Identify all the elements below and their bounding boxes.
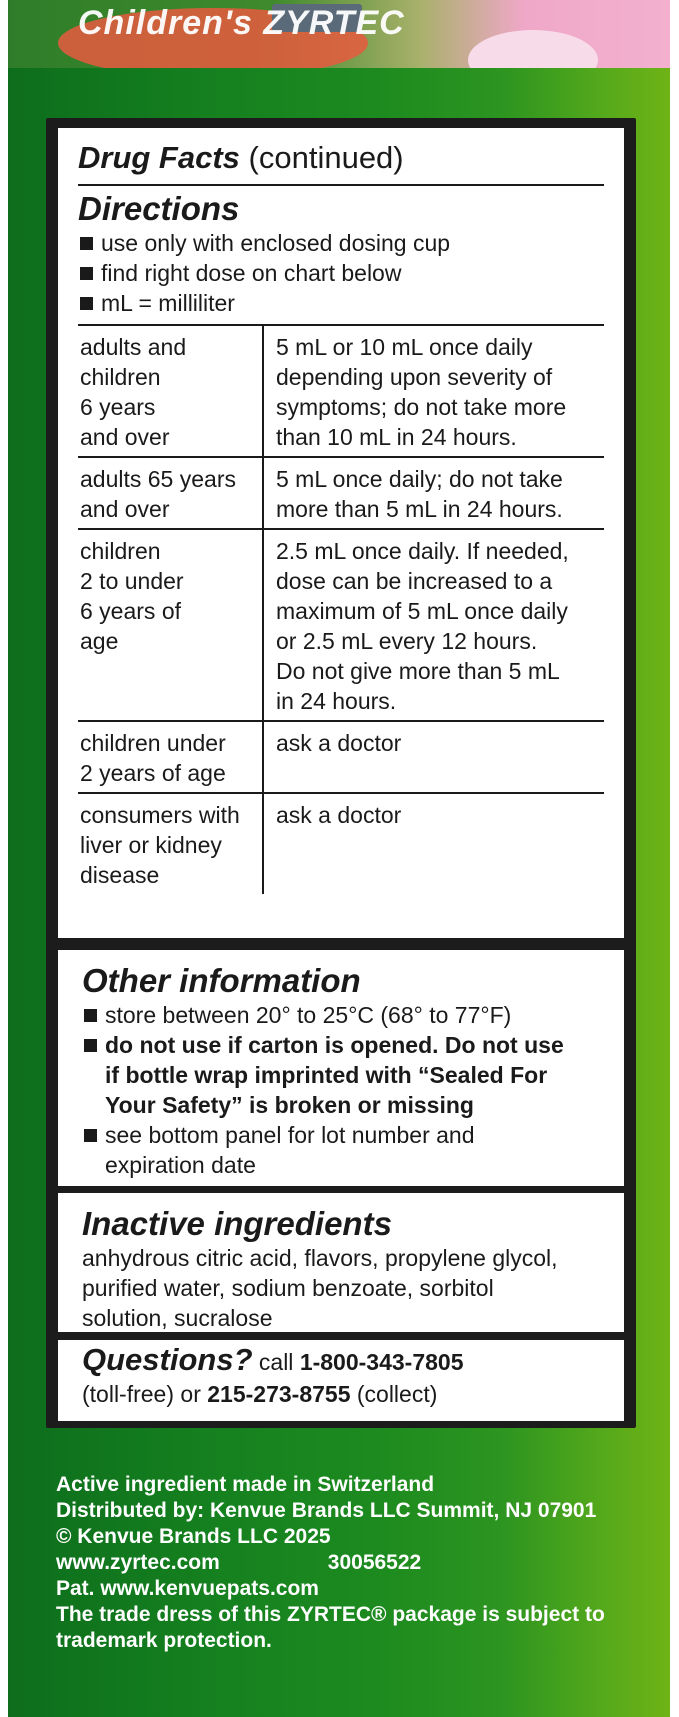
copyright-line: © Kenvue Brands LLC 2025 (56, 1525, 331, 1548)
table-row (78, 793, 604, 894)
trade-dress-line: The trade dress of this ZYRTEC® package is subject to (56, 1603, 605, 1626)
directions-heading: Directions (78, 190, 240, 227)
age-group-cell: consumers with liver or kidney disease (78, 793, 263, 894)
age-group-cell: adults 65 years and over (78, 457, 263, 529)
dose-cell: 5 mL or 10 mL once daily depending upon severity of symptoms; do not take more than 10 mL in 24 hours. (276, 334, 567, 450)
top-white-graphic (468, 30, 598, 72)
product-code: 30056522 (327, 1551, 422, 1574)
dose-cell: ask a doctor (276, 730, 402, 756)
inactive-ingredients-box (58, 1193, 624, 1332)
top-brand-strip (8, 0, 670, 72)
other-information-box (58, 950, 624, 1186)
questions-text: Questions? call 1-800-343-7805 (toll-free) or 215-273-8755 (collect) (82, 1342, 464, 1407)
dosing-table (78, 324, 604, 894)
questions-box (58, 1340, 624, 1421)
collect-phone: 215-273-8755 (207, 1381, 351, 1407)
square-bullet-icon (84, 1039, 97, 1052)
questions-label: Questions? (82, 1342, 253, 1377)
directions-box (58, 128, 624, 938)
info-bullet-warning: do not use if carton is opened. Do not use if bottle wrap imprinted with “Sealed For Your Safety” is broken or missing (82, 1030, 600, 1120)
inactive-ingredients-heading: Inactive ingredients (82, 1205, 392, 1242)
table-row (78, 325, 604, 457)
brand-logo: Children's ZYRTEC (78, 4, 405, 42)
dose-cell: ask a doctor (276, 802, 402, 828)
age-group-cell: children under 2 years of age (78, 721, 263, 793)
drug-facts-title: Drug Facts (continued) (78, 138, 604, 186)
dose-cell: 5 mL once daily; do not take more than 5 mL in 24 hours. (276, 466, 563, 522)
table-row (78, 721, 604, 793)
directions-bullet: mL = milliliter (78, 288, 604, 318)
age-group-cell: adults and children 6 years and over (78, 325, 263, 457)
manufacturer-footer (56, 1472, 656, 1654)
inactive-ingredients-list: anhydrous citric acid, flavors, propylene glycol, purified water, sodium benzoate, sorbitol solution, sucralose (82, 1245, 558, 1331)
dose-cell: 2.5 mL once daily. If needed, dose can be increased to a maximum of 5 mL once daily or 2.5 mL every 12 hours. Do not give more than 5 mL in 24 hours. (276, 538, 569, 714)
info-bullet: store between 20° to 25°C (68° to 77°F) (82, 1000, 600, 1030)
info-bullet: see bottom panel for lot number and expiration date (82, 1120, 600, 1180)
tollfree-phone: 1-800-343-7805 (299, 1349, 464, 1375)
website-row (56, 1550, 656, 1576)
website-text: www.zyrtec.com (56, 1551, 220, 1574)
distributor-line: Distributed by: Kenvue Brands LLC Summit, NJ 07901 (56, 1499, 597, 1522)
directions-bullet: use only with enclosed dosing cup (78, 228, 604, 258)
other-information-heading: Other information (82, 962, 361, 999)
square-bullet-icon (80, 297, 93, 310)
square-bullet-icon (84, 1009, 97, 1022)
table-row (78, 529, 604, 721)
table-row (78, 457, 604, 529)
origin-line: Active ingredient made in Switzerland (56, 1473, 435, 1496)
patent-line: Pat. www.kenvuepats.com (56, 1577, 319, 1600)
square-bullet-icon (84, 1129, 97, 1142)
age-group-cell: children 2 to under 6 years of age (78, 529, 263, 721)
trade-dress-line-2: trademark protection. (56, 1629, 272, 1652)
square-bullet-icon (80, 237, 93, 250)
directions-bullet: find right dose on chart below (78, 258, 604, 288)
square-bullet-icon (80, 267, 93, 280)
